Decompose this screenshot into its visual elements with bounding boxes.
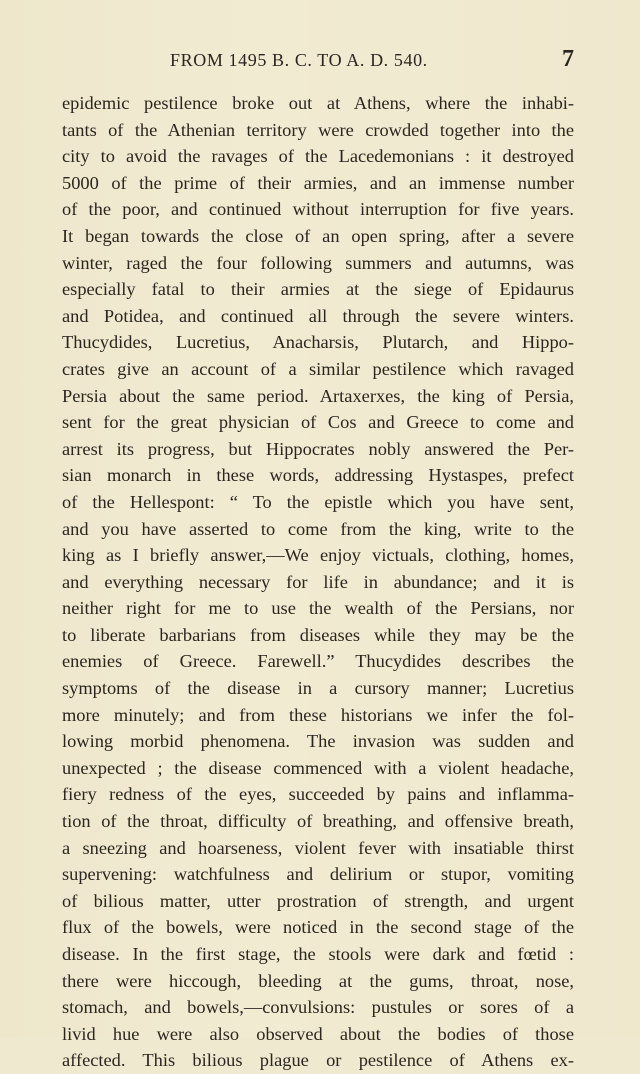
text-line: more minutely; and from these historians we infer the fol-: [62, 704, 574, 725]
text-line: crates give an account of a similar pestilence which ravaged: [62, 358, 574, 379]
text-line: 5000 of the prime of their armies, and an immense number: [62, 172, 574, 193]
text-line: supervening: watchfulness and delirium or stupor, vomiting: [62, 864, 574, 885]
text-line: epidemic pestilence broke out at Athens, where the inhabi-: [62, 93, 574, 113]
text-line: a sneezing and hoarseness, violent fever with insatiable thirst: [62, 837, 574, 858]
text-line: enemies of Greece. Farewell.” Thucydides describes the: [62, 651, 574, 672]
text-line: of bilious matter, utter prostration of strength, and urgent: [62, 890, 574, 911]
text-line: and you have asserted to come from the king, write to the: [62, 518, 574, 539]
text-line: and Potidea, and continued all through the severe winters.: [62, 305, 574, 326]
text-line: fiery redness of the eyes, succeeded by pains and inflamma-: [62, 784, 574, 805]
text-line: winter, raged the four following summers and autumns, was: [62, 252, 574, 273]
running-head: FROM 1495 B. C. TO A. D. 540.: [170, 50, 428, 70]
text-line: city to avoid the ravages of the Lacedemonians : it destroyed: [62, 146, 574, 167]
text-line: lowing morbid phenomena. The invasion was sudden and: [62, 731, 574, 752]
text-line: It began towards the close of an open spring, after a severe: [62, 225, 574, 246]
page-header: [62, 46, 574, 74]
text-line: livid hue were also observed about the bodies of those: [62, 1023, 574, 1044]
text-line: disease. In the first stage, the stools were dark and fœtid :: [62, 944, 574, 964]
text-line: flux of the bowels, were noticed in the second stage of the: [62, 917, 574, 938]
text-line: unexpected ; the disease commenced with a violent headache,: [62, 757, 574, 778]
text-line: of the poor, and continued without interruption for five years.: [62, 199, 574, 220]
text-line: to liberate barbarians from diseases while they may be the: [62, 624, 574, 645]
text-line: of the Hellespont: “ To the epistle which you have sent,: [62, 491, 574, 512]
text-line: symptoms of the disease in a cursory manner; Lucretius: [62, 678, 574, 699]
text-line: stomach, and bowels,—convulsions: pustules or sores of a: [62, 997, 574, 1018]
text-line: sent for the great physician of Cos and Greece to come and: [62, 412, 574, 433]
text-line: Thucydides, Lucretius, Anacharsis, Plutarch, and Hippo-: [62, 332, 574, 353]
text-line: affected. This bilious plague or pestilence of Athens ex-: [62, 1050, 574, 1071]
text-line: sian monarch in these words, addressing Hystaspes, prefect: [62, 465, 574, 486]
text-line: Persia about the same period. Artaxerxes, the king of Persia,: [62, 385, 574, 406]
text-line: neither right for me to use the wealth of the Persians, nor: [62, 598, 574, 619]
text-line: arrest its progress, but Hippocrates nobly answered the Per-: [62, 438, 574, 459]
body-text: [62, 90, 574, 1074]
text-line: especially fatal to their armies at the siege of Epidaurus: [62, 279, 574, 300]
text-line: king as I briefly answer,—We enjoy victuals, clothing, homes,: [62, 545, 574, 566]
page-number: 7: [562, 46, 574, 72]
text-line: tants of the Athenian territory were crowded together into the: [62, 119, 574, 140]
text-line: there were hiccough, bleeding at the gums, throat, nose,: [62, 970, 574, 991]
text-line: tion of the throat, difficulty of breathing, and offensive breath,: [62, 811, 574, 832]
text-line: and everything necessary for life in abundance; and it is: [62, 571, 574, 592]
